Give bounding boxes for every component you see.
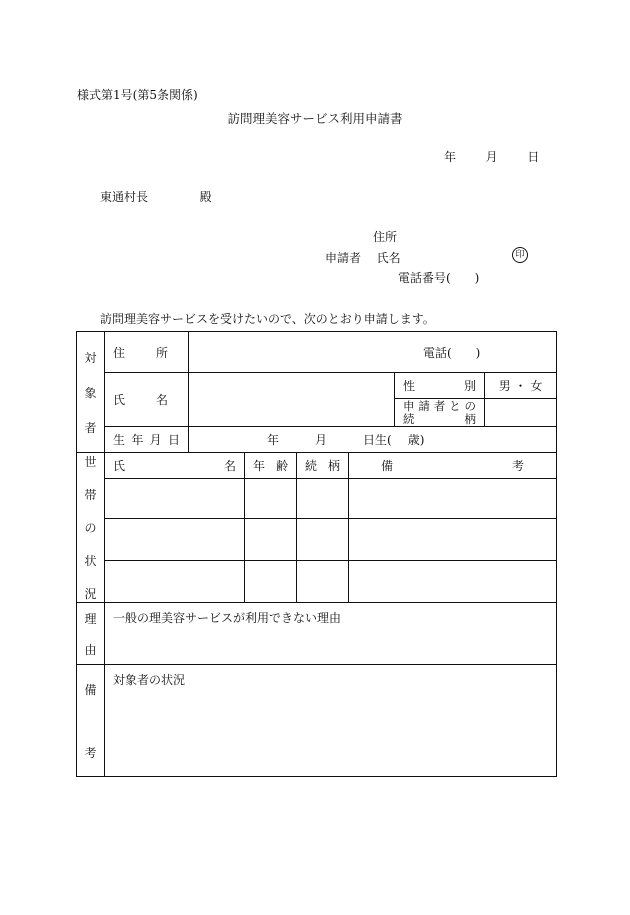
applicant-label: 申請者 (325, 251, 362, 265)
household-col-age: 年 齢 (245, 453, 297, 479)
household-col-relation: 続 柄 (297, 453, 349, 479)
application-form-table (76, 331, 557, 777)
document-title: 訪問理美容サービス利用申請書 (227, 111, 403, 126)
reason-field[interactable] (105, 603, 557, 665)
remarks-field[interactable] (105, 665, 557, 777)
birthdate-label: 生 年 月 日 (105, 427, 189, 453)
household-row (77, 478, 557, 519)
household-section-label: 世 帯 の 状 況 (77, 453, 105, 603)
application-date (444, 148, 539, 165)
subject-address-label: 住 所 (105, 332, 189, 373)
household-row (77, 561, 557, 603)
household-col-remarks: 備 考 (349, 453, 557, 479)
household-remarks-cell[interactable] (349, 478, 557, 519)
date-month-label: 月 (485, 150, 498, 164)
applicant-name-line (325, 249, 401, 266)
birthdate-field[interactable]: 年 月 日生( 歳) (189, 427, 557, 453)
addressee (100, 188, 212, 205)
household-age-cell[interactable] (245, 478, 297, 519)
subject-address-field[interactable] (189, 332, 557, 373)
seal-mark: 印 (512, 247, 528, 263)
subject-name-label: 氏 名 (105, 373, 189, 427)
intro-text: 訪問理美容サービスを受けたいので、次のとおり申請します。 (100, 312, 435, 326)
household-name-cell[interactable] (105, 561, 245, 603)
applicant-phone-label: 電話番号( ) (398, 271, 480, 285)
relation-to-applicant-label: 申 請 者 と の 続 柄 (395, 399, 485, 427)
household-row (77, 519, 557, 561)
remarks-section-label: 備 考 (77, 665, 105, 777)
household-age-cell[interactable] (245, 519, 297, 561)
household-col-name: 氏 名 (105, 453, 245, 479)
applicant-name-label: 氏名 (376, 251, 401, 265)
household-remarks-cell[interactable] (349, 561, 557, 603)
date-day-label: 日 (527, 150, 540, 164)
reason-prompt: 一般の理美容サービスが利用できない理由 (113, 611, 342, 625)
subject-phone-label: 電話( ) (423, 345, 481, 360)
addressee-name: 東通村長 (100, 190, 149, 204)
gender-label: 性 別 (395, 373, 485, 399)
relation-to-applicant-field[interactable] (485, 399, 557, 427)
household-age-cell[interactable] (245, 561, 297, 603)
reason-section-label: 理 由 (77, 603, 105, 665)
household-name-cell[interactable] (105, 478, 245, 519)
gender-options[interactable]: 男 ・ 女 (485, 373, 557, 399)
remarks-prompt: 対象者の状況 (113, 673, 186, 687)
household-relation-cell[interactable] (297, 561, 349, 603)
household-remarks-cell[interactable] (349, 519, 557, 561)
subject-section-label: 対 象 者 (77, 332, 105, 453)
household-relation-cell[interactable] (297, 478, 349, 519)
household-name-cell[interactable] (105, 519, 245, 561)
applicant-address-label: 住所 (373, 230, 398, 244)
honorific: 殿 (199, 190, 212, 204)
form-number: 様式第1号(第5条関係) (77, 88, 198, 102)
household-relation-cell[interactable] (297, 519, 349, 561)
subject-name-field[interactable] (189, 373, 395, 427)
date-year-label: 年 (444, 150, 457, 164)
